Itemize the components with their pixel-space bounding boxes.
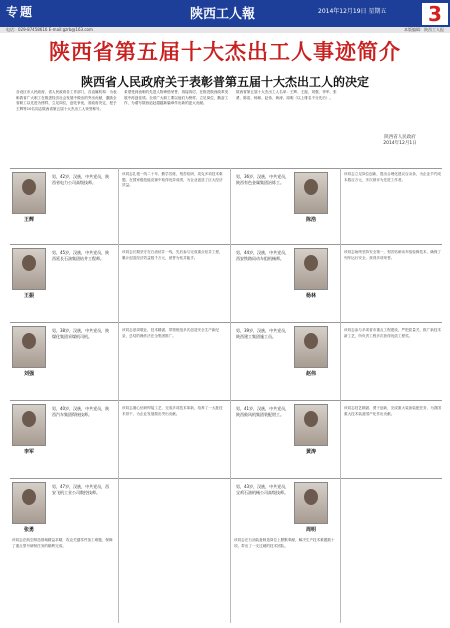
person-summary: 男，36岁，汉族，中共党员，陕西有色金属集团冶炼工。 <box>236 174 290 185</box>
person-summary: 男，38岁，汉族，中共党员，陕煤化集团采煤机司机。 <box>52 328 110 339</box>
portrait-photo <box>294 482 328 524</box>
portrait-photo <box>12 326 46 368</box>
person-name: 陈浩 <box>305 217 316 223</box>
person-summary: 男，44岁，汉族，中共党员，西安铁路局动车组机械师。 <box>236 250 290 261</box>
person-deeds: 该同志始终坚持安全第一，刻苦钻研动车组检修技术，确保了列车运行安全，获得多项荣誉。 <box>344 250 442 260</box>
person-deeds: 该同志潜心钻研焊接工艺，完成多项技术革新，培养了一大批技术骨干，为企业发展做出突出贡献。 <box>122 406 223 416</box>
person-card <box>12 326 116 398</box>
person-name: 王辉 <box>23 217 34 223</box>
portrait-photo <box>294 248 328 290</box>
person-deeds: 该同志立足岗位创新，提出合理化建议百余条，为企业节约成本数百万元，多次被评为先进工作者。 <box>344 172 442 182</box>
contact-info: 电话：029-87458616 E-mail:gzrb@163.com <box>6 27 93 32</box>
issue-date: 2014年12月19日 星期五 <box>318 8 387 15</box>
person-name: 李军 <box>23 449 34 455</box>
person-card <box>12 404 116 476</box>
portrait-photo <box>12 404 46 446</box>
person-card <box>234 482 338 622</box>
person-summary: 男，42岁，汉族，中共党员，陕西省电力公司高级技师。 <box>52 174 110 185</box>
page-headline: 陕西省第五届十大杰出工人事迹简介 <box>49 39 401 64</box>
page-subheadline: 陕西省人民政府关于表彰普第五届十大杰出工人的决定 <box>80 75 369 89</box>
person-name: 黄涛 <box>305 449 316 455</box>
intro-column-3: 陕西省第五届十大杰出工人名单：王辉、王振、刘强、李军、张勇、陈浩、杨林、赵伟、黄涛、周明（以上排名不分先后）。 <box>236 90 337 100</box>
person-card <box>12 482 116 622</box>
column-divider-3 <box>340 168 341 623</box>
decision-signature: 陕西省人民政府 2014年12月1日 <box>383 135 417 146</box>
portrait-photo <box>12 172 46 214</box>
person-card <box>234 404 338 476</box>
person-card <box>234 248 338 320</box>
newspaper-logo: 陕西工人報 <box>190 7 256 22</box>
person-summary: 男，39岁，汉族，中共党员，陕西建工集团施工员。 <box>236 328 290 339</box>
person-deeds: 该同志长期坚守在石油钻井一线，先后参与完成重点钻井工程，累计创造经济效益数千万元，被誉为钻井能手。 <box>122 250 223 260</box>
person-name: 王振 <box>23 293 34 299</box>
person-summary: 男，41岁，汉族，中共党员，陕西鼓风机集团装配钳工。 <box>236 406 290 417</box>
deeds-column <box>344 172 444 620</box>
contact-strip <box>0 27 450 33</box>
person-summary: 男，47岁，汉族，中共党员，西安飞机工业公司数控技师。 <box>52 484 110 495</box>
intro-column-1: 各设区市人民政府，省人民政府各工作部门，各直属机构：为表彰我省广大职工在推进经济社会发展中做出的突出贡献，激励全省职工以先进为榜样，立足岗位，创先争优，省政府决定，授予王辉等10名同志陕西省第五届十大杰出工人荣誉称号。 <box>16 90 117 111</box>
person-name: 张勇 <box>23 527 34 533</box>
person-summary: 男，45岁，汉族，中共党员，陕西延长石油集团钻井工程师。 <box>52 250 110 261</box>
deeds-column <box>122 172 226 620</box>
section-divider <box>10 168 442 169</box>
person-deeds: 该同志技艺精湛，勇于创新，完成重大装备装配任务，为我国重大技术装备国产化作出贡献。 <box>344 406 442 416</box>
intro-column-2: 希望受到表彰的先进人物珍惜荣誉，再接再厉，在推进陕西改革发展中再创佳绩。全省广大职工要以他们为榜样，立足岗位，勤奋工作，为谱写陕西追赶超越新篇章作出新的更大贡献。 <box>124 90 229 106</box>
masthead-band <box>0 0 450 27</box>
portrait-photo <box>294 326 328 368</box>
editor-info: 本版编辑：陕西工人报 <box>404 27 444 32</box>
person-name: 刘强 <box>23 371 34 377</box>
person-name: 杨林 <box>305 293 316 299</box>
person-deeds: 该同志在石油装备制造岗位上默默奉献，解决生产技术难题数十项，带出了一支过硬的技术团队。 <box>234 538 335 548</box>
page-number-badge: 3 <box>422 3 448 25</box>
person-deeds: 该同志参与多项省市重点工程建设，严把质量关，推广新技术新工艺，所负责工程多次获得优质工程奖。 <box>344 328 442 338</box>
person-card <box>12 172 116 242</box>
portrait-photo <box>12 482 46 524</box>
person-deeds: 该同志爱岗敬业，技术精湛，带领班组多次创造安全生产新纪录，总结的操作法在全集团推广。 <box>122 328 220 338</box>
person-name: 赵伟 <box>305 371 316 377</box>
person-summary: 男，40岁，汉族，中共党员，陕西汽车集团焊接技师。 <box>52 406 110 417</box>
column-divider-2 <box>230 168 231 623</box>
person-deeds: 该同志扎根一线二十年，勤学苦练，刻苦钻研，攻克多项技术难题，在国家级技能竞赛中取得优异成绩，为企业创造了巨大经济效益。 <box>122 172 223 188</box>
portrait-photo <box>12 248 46 290</box>
portrait-photo <box>294 172 328 214</box>
person-card <box>234 172 338 242</box>
section-tag: 专题 <box>6 5 35 19</box>
column-divider-1 <box>118 168 119 623</box>
portrait-photo <box>294 404 328 446</box>
person-summary: 男，43岁，汉族，中共党员，宝鸡石油机械公司高级技师。 <box>236 484 290 495</box>
person-name: 周明 <box>305 527 316 533</box>
person-deeds: 该同志在航空制造领域精益求精，攻克关键零件加工难题，保障了重点型号研制任务的顺利完成。 <box>12 538 113 548</box>
person-card <box>12 248 116 320</box>
person-card <box>234 326 338 398</box>
